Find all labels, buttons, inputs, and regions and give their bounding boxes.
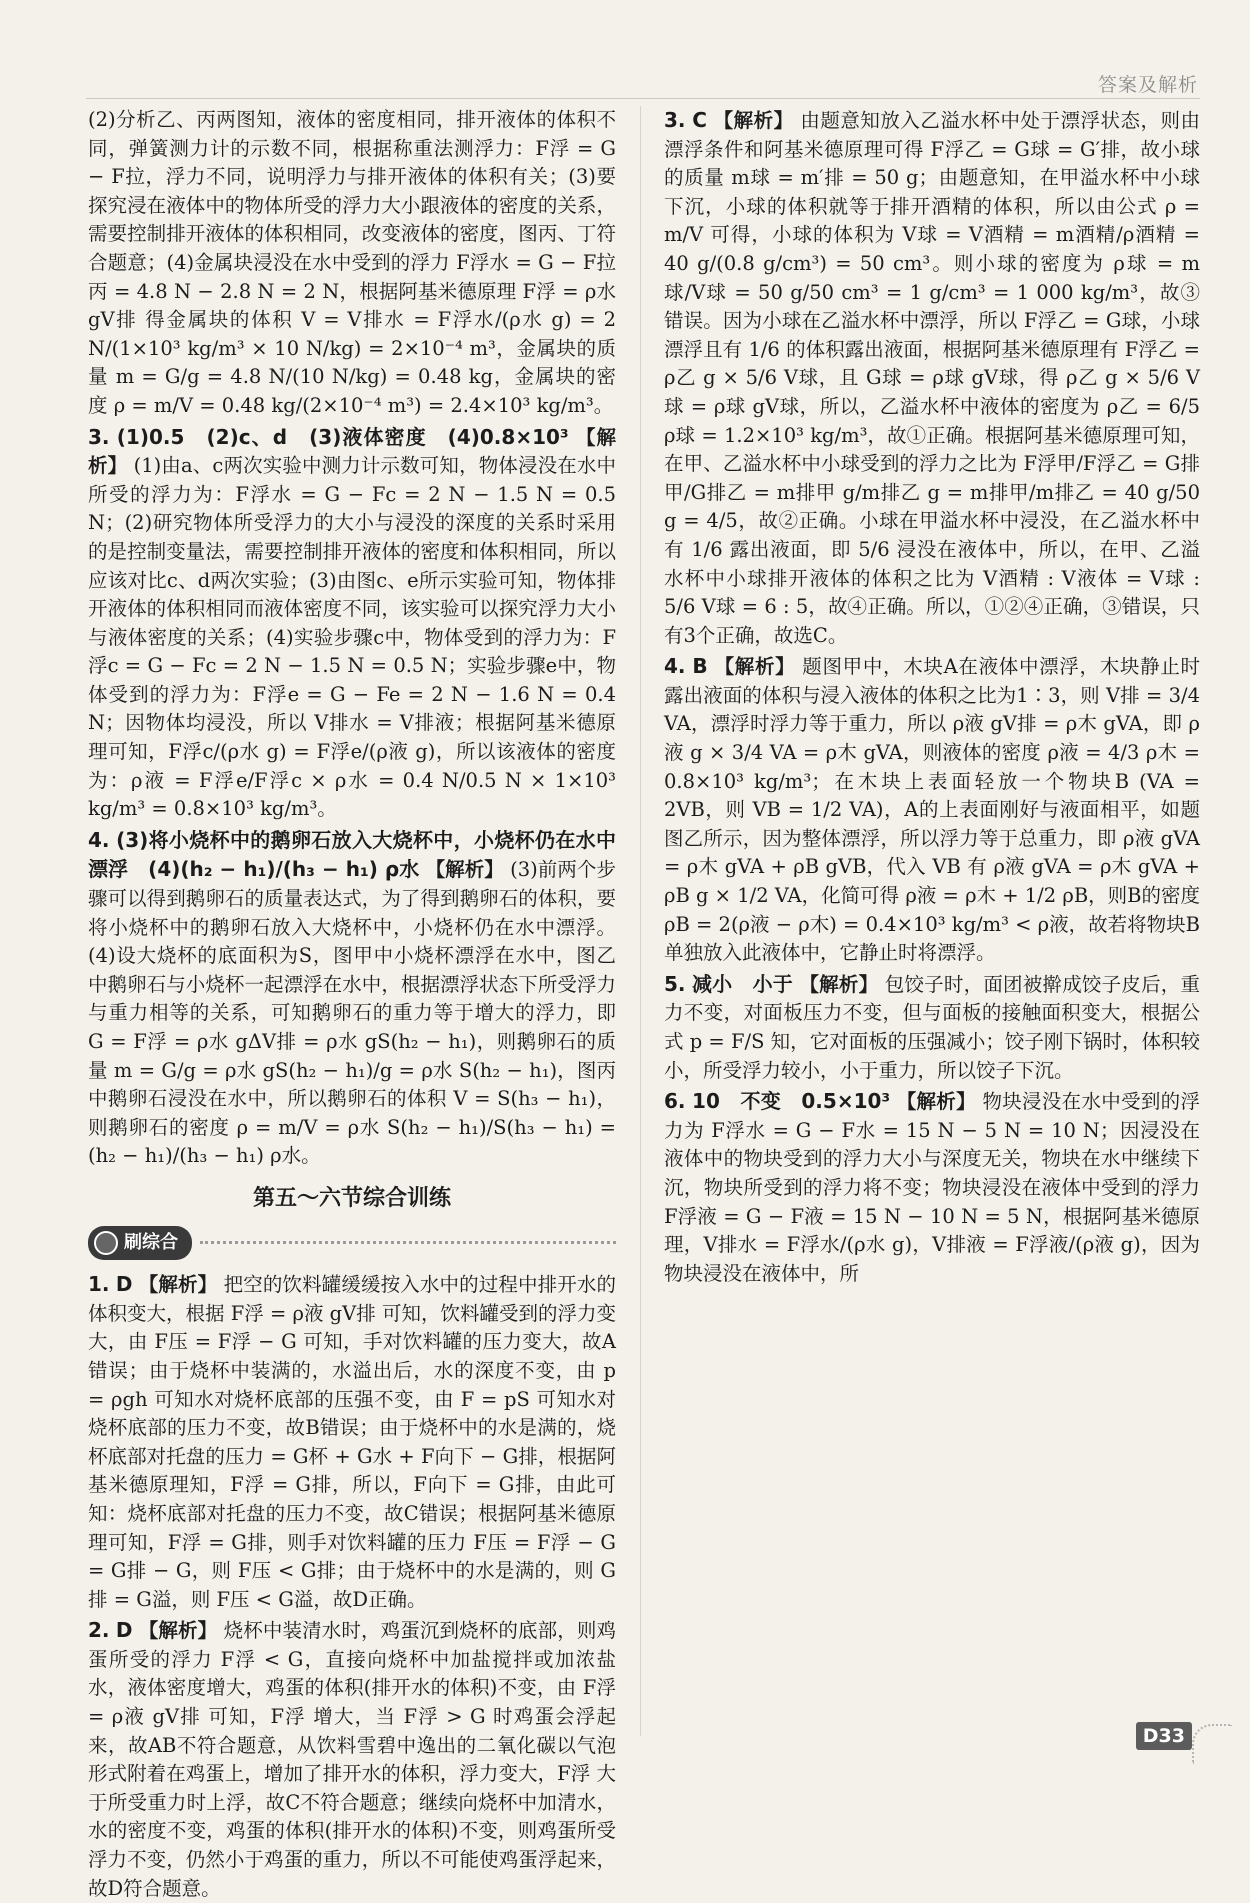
question-answer: (1)0.5 (2)c、d (3)液体密度 (4)0.8×10³ [116, 424, 569, 449]
question-number: 3. [88, 424, 110, 449]
analysis-label: 【解析】 [138, 1273, 218, 1297]
corner-decoration [1192, 1724, 1232, 1764]
analysis-text: 包饺子时，面团被擀成饺子皮后，重力不变，对面板压力不变，但与面板的接触面积变大，根据公式 p = F/S 知，它对面板的压强减小；饺子刚下锅时，体积较小，所受浮力较小，小于重力，所以饺子下沉。 [664, 972, 1200, 1082]
answer-item-section-2 [88, 1616, 616, 1903]
answer-item-section-6 [664, 1087, 1200, 1288]
analysis-label: 【解析】 [425, 858, 504, 882]
question-answer: 10 不变 0.5×10³ [692, 1089, 891, 1114]
practice-badge [88, 1226, 192, 1261]
question-number: 4. [88, 827, 110, 852]
question-number: 6. [664, 1089, 686, 1114]
analysis-text: 由题意知放入乙溢水杯中处于漂浮状态，则由漂浮条件和阿基米德原理可得 F浮乙 = G球 = G′排，故小球的质量 m球 = m′排 = 50 g；由题意知，在甲溢水杯中小球下沉，小球的体积就等于排开酒精的体积，所以由公式 ρ = m/V 可得，小球的体积为 V球 = V酒精 = m酒精/ρ酒精 = 40 g/(0.8 g/cm³) = 50 cm³。则小球的密度为 ρ球 = m球/V球 = 50 g/50 cm³ = 1 g/cm³ = 1 000 kg/m³，故③错误。因为小球在乙溢水杯中漂浮，所以 F浮乙 = G球，小球漂浮且有 1/6 的体积露出液面，根据阿基米德原理有 F浮乙 = ρ乙 g × 5/6 V球，且 G球 = ρ球 gV球，得 ρ乙 g × 5/6 V球 = ρ球 gV球，所以，乙溢水杯中液体的密度为 ρ乙 = 6/5 ρ球 = 1.2×10³ kg/m³，故①正确。根据阿基米德原理可知，在甲、乙溢水杯中小球受到的浮力之比为 F浮甲/F浮乙 = G排甲/G排乙 = m排甲 g/m排乙 g = m排甲/m排乙 = 40 g/50 g = 4/5，故②正确。小球在甲溢水杯中浸没，在乙溢水杯中有 1/6 露出液面，即 5/6 浸没在液体中，所以，在甲、乙溢水杯中小球排开液体的体积之比为 V酒精 : V液体 = V球 : 5/6 V球 = 6 : 5，故④正确。所以，①②④正确，③错误，只有3个正确，故选C。 [664, 109, 1201, 647]
column-divider [640, 106, 641, 1736]
answer-item-left-3 [88, 423, 616, 824]
question-number: 1. [88, 1272, 110, 1297]
analysis-label: 【解析】 [896, 1090, 976, 1114]
answer-item-section-1 [88, 1270, 616, 1614]
question-number: 2. [88, 1618, 110, 1643]
question-answer: 减小 小于 [691, 971, 794, 996]
answer-item-section-3 [664, 106, 1200, 650]
answer-item-left-4 [88, 826, 616, 1171]
question-answer: B [692, 654, 708, 679]
analysis-label: 【解析】 [714, 655, 796, 679]
answer-item-section-4 [664, 652, 1200, 968]
analysis-text: 烧杯中装清水时，鸡蛋沉到烧杯的底部，则鸡蛋所受的浮力 F浮 < G，直接向烧杯中加盐搅拌或加浓盐水，液体密度增大，鸡蛋的体积(排开水的体积)不变，由 F浮 = ρ液 gV排 可知，F浮 增大，当 F浮 > G 时鸡蛋会浮起来，故AB不符合题意，从饮料雪碧中逸出的二氧化碳以气泡形式附着在鸡蛋上，增加了排开水的体积，浮力变大，F浮 大于所受重力时上浮，故C不符合题意；继续向烧杯中加清水，水的密度不变，鸡蛋的体积(排开水的体积)不变，则鸡蛋所受浮力不变，仍然小于鸡蛋的重力，所以不可能使鸡蛋浮起来，故D符合题意。 [88, 1619, 616, 1900]
question-answer: D [115, 1272, 133, 1297]
analysis-label: 【解析】 [799, 972, 879, 996]
analysis-text: (1)由a、c两次实验中测力计示数可知，物体浸没在水中所受的浮力为：F浮水 = G − Fc = 2 N − 1.5 N = 0.5 N；(2)研究物体所受浮力的大小与浸没的深度的关系时采用的是控制变量法，需要控制排开液体的密度和体积相同，所以应该对比c、d两次实验；(3)由图c、e所示实验可知，物体排开液体的体积相同而液体密度不同，该实验可以探究浮力大小与液体密度的关系；(4)实验步骤c中，物体受到的浮力为：F浮c = G − Fc = 2 N − 1.5 N = 0.5 N；实验步骤e中，物体受到的浮力为：F浮e = G − Fe = 2 N − 1.6 N = 0.4 N；因物体均浸没，所以 V排水 = V排液；根据阿基米德原理可知，F浮c/(ρ水 g) = F浮e/(ρ液 g)，所以该液体的密度为：ρ液 = F浮e/F浮c × ρ水 = 0.4 N/0.5 N × 1×10³ kg/m³ = 0.8×10³ kg/m³。 [88, 454, 617, 821]
question-number: 4. [664, 654, 686, 679]
section-title: 第五～六节综合训练 [252, 1185, 451, 1211]
dotted-divider [200, 1241, 616, 1244]
question-number: 3. [664, 108, 686, 132]
right-column [664, 106, 1200, 1736]
analysis-text: 物块浸没在水中受到的浮力为 F浮水 = G − F水 = 15 N − 5 N = 10 N；因浸没在液体中的物块受到的浮力大小与深度无关，物块在水中继续下沉，物块所受到的浮力将不变；物块浸没在液体中受到的浮力 F浮液 = G − F液 = 15 N − 10 N = 5 N，根据阿基米德原理，V排水 = F浮水/(ρ水 g)，V排液 = F浮液/(ρ液 g)，因为物块浸没在液体中，所 [664, 1090, 1200, 1285]
analysis-text: 把空的饮料罐缓缓按入水中的过程中排开水的体积变大，根据 F浮 = ρ液 gV排 可知，饮料罐受到的浮力变大，由 F压 = F浮 − G 可知，手对饮料罐的压力变大，故A错误；由于烧杯中装满的，水溢出后，水的深度不变，由 p = ρgh 可知水对烧杯底部的压强不变，由 F = pS 可知水对烧杯底部的压力不变，故B错误；由于烧杯中的水是满的，烧杯底部对托盘的压力 = G杯 + G水 + F向下 − G排，根据阿基米德原理知，F浮 = G排，所以，F向下 = G排，由此可知：烧杯底部对托盘的压力不变，故C错误；根据阿基米德原理可知，F浮 = G排，则手对饮料罐的压力 F压 = F浮 − G = G排 − G，则 F压 < G排；由于烧杯中的水是满的，则 G排 = G溢，则 F压 < G溢，故D正确。 [88, 1273, 616, 1611]
page-number: D33 [1136, 1722, 1192, 1750]
book-icon [94, 1231, 118, 1255]
continuation-paragraph: (2)分析乙、丙两图知，液体的密度相同，排开液体的体积不同，弹簧测力计的示数不同，根据称重法测浮力：F浮 = G − F拉，浮力不同，说明浮力与排开液体的体积有关；(3)要探究浸在液体中的物体所受的浮力大小跟液体的密度的关系，需要控制排开液体的体积相同，改变液体的密度，图丙、丁符合题意；(4)金属块浸没在水中受到的浮力 F浮水 = G − F拉丙 = 4.8 N − 2.8 N = 2 N，根据阿基米德原理 F浮 = ρ水 gV排 得金属块的体积 V = V排水 = F浮水/(ρ水 g) = 2 N/(1×10³ kg/m³ × 10 N/kg) = 2×10⁻⁴ m³，金属块的质量 m = G/g = 4.8 N/(10 N/kg) = 0.48 kg，金属块的密度 ρ = m/V = 0.48 kg/(2×10⁻⁴ m³) = 2.4×10³ kg/m³。 [88, 108, 616, 417]
question-answer: (3)将小烧杯中的鹅卵石放入大烧杯中，小烧杯仍在水中漂浮 (4)(h₂ − h₁)/(h₃ − h₁) ρ水 [88, 827, 617, 882]
analysis-label: 【解析】 [138, 1619, 218, 1643]
analysis-label: 【解析】 [88, 425, 616, 478]
answer-item-section-5 [664, 970, 1200, 1085]
analysis-text: (3)前两个步骤可以得到鹅卵石的质量表达式，为了得到鹅卵石的体积，要将小烧杯中的鹅卵石放入大烧杯中，小烧杯仍在水中漂浮。(4)设大烧杯的底面积为S，图甲中小烧杯漂浮在水中，图乙中鹅卵石与小烧杯一起漂浮在水中，根据漂浮状态下所受浮力与重力相等的关系，可知鹅卵石的重力等于增大的浮力，即 G = F浮 = ρ水 gΔV排 = ρ水 gS(h₂ − h₁)，则鹅卵石的质量 m = G/g = ρ水 gS(h₂ − h₁)/g = ρ水 S(h₂ − h₁)，图丙中鹅卵石浸没在水中，所以鹅卵石的体积 V = S(h₃ − h₁)，则鹅卵石的密度 ρ = m/V = ρ水 S(h₂ − h₁)/S(h₃ − h₁) = (h₂ − h₁)/(h₃ − h₁) ρ水。 [88, 858, 616, 1168]
practice-badge-label: 刷综合 [124, 1231, 178, 1253]
analysis-text: 题图甲中，木块A在液体中漂浮，木块静止时露出液面的体积与浸入液体的体积之比为1∶3，则 V排 = 3/4 VA，漂浮时浮力等于重力，所以 ρ液 gV排 = ρ木 gVA，即 ρ液 g × 3/4 VA = ρ木 gVA，则液体的密度 ρ液 = 4/3 ρ木 = 0.8×10³ kg/m³；在木块上表面轻放一个物块B (VA = 2VB，则 VB = 1/2 VA)，A的上表面刚好与液面相平，如题图乙所示，因为整体漂浮，所以浮力等于总重力，即 ρ液 gVA = ρ木 gVA + ρB gVB，代入 VB 有 ρ液 gVA = ρ木 gVA + ρB g × 1/2 VA，化简可得 ρ液 = ρ木 + 1/2 ρB，则B的密度 ρB = 2(ρ液 − ρ木) = 0.4×10³ kg/m³ < ρ液，故若将物块B单独放入此液体中，它静止时将漂浮。 [664, 655, 1201, 965]
header-rule [86, 98, 1200, 99]
question-number: 5. [664, 971, 686, 996]
question-answer: C [692, 108, 707, 132]
running-header: 答案及解析 [1097, 74, 1198, 96]
left-column [88, 106, 617, 1900]
analysis-label: 【解析】 [713, 109, 794, 132]
question-answer: D [115, 1618, 133, 1643]
practice-badge-row [88, 1226, 616, 1261]
